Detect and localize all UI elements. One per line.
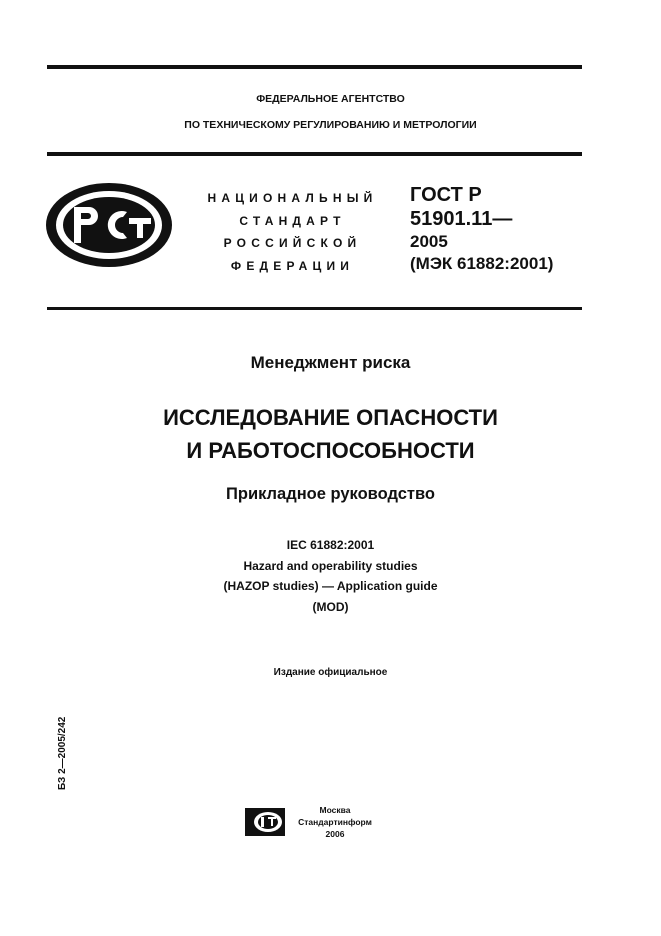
title-line-1: ИССЛЕДОВАНИЕ ОПАСНОСТИ (163, 405, 498, 430)
header-rule (47, 152, 582, 156)
document-subtitle: Прикладное руководство (226, 485, 435, 503)
agency-line-2: ПО ТЕХНИЧЕСКОМУ РЕГУЛИРОВАНИЮ И МЕТРОЛОГИИ (184, 119, 477, 131)
edition-note: Издание официальное (273, 667, 388, 678)
publisher-year: 2006 (325, 829, 345, 839)
iec-line-3: (HAZOP studies) — Application guide (223, 579, 438, 593)
designation-line-2: 51901.11— (410, 208, 513, 230)
designation-line-3: 2005 (410, 232, 448, 251)
standard-type-line-4: ФЕДЕРАЦИИ (230, 258, 355, 273)
title-line-2: И РАБОТОСПОСОБНОСТИ (186, 438, 475, 463)
standard-type-line-3: РОССИЙСКОЙ (223, 236, 362, 250)
document-title (0, 401, 661, 467)
designation-line-4: (МЭК 61882:2001) (410, 254, 554, 273)
agency-line-1: ФЕДЕРАЛЬНОЕ АГЕНТСТВО (256, 93, 405, 105)
publisher-name: Стандартинформ (298, 817, 372, 827)
iec-line-4: (MOD) (312, 599, 349, 614)
top-rule (47, 65, 582, 69)
iec-reference (0, 535, 661, 617)
standartinform-logo-icon (244, 806, 288, 838)
designation-line-1: ГОСТ Р (410, 184, 482, 206)
iec-line-2: Hazard and operability studies (243, 558, 418, 573)
side-code: БЗ 2—2005/242 (57, 716, 68, 790)
gost-r-logo-icon (43, 180, 175, 270)
standard-type (200, 187, 385, 277)
logo-rule (47, 307, 582, 310)
standard-type-line-1: НАЦИОНАЛЬНЫЙ (207, 191, 378, 205)
publisher (290, 804, 380, 840)
topic-heading: Менеджмент риска (250, 353, 411, 372)
standard-designation (410, 183, 553, 275)
standard-type-line-2: СТАНДАРТ (239, 213, 346, 228)
iec-line-1: IEC 61882:2001 (286, 538, 375, 552)
publisher-city: Москва (319, 805, 351, 815)
